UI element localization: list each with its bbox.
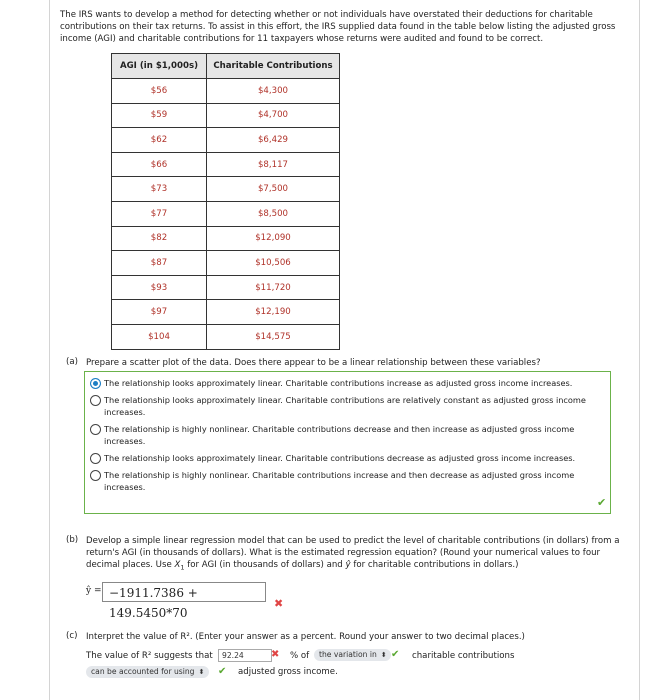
variation-dropdown-value: the variation in (319, 650, 377, 659)
contrib-cell: $4,300 (207, 79, 340, 104)
option-1[interactable] (90, 377, 605, 389)
col-header-contrib: Charitable Contributions (207, 54, 340, 79)
after-dropdown-2-text: adjusted gross income. (238, 667, 338, 677)
agi-cell: $62 (112, 128, 207, 153)
accounted-dropdown-value: can be accounted for using (91, 667, 195, 676)
contrib-cell: $8,117 (207, 152, 340, 177)
agi-cell: $73 (112, 177, 207, 202)
part-a-label: (a) (66, 357, 78, 367)
pct-of-text: % of (290, 651, 310, 661)
agi-cell: $82 (112, 226, 207, 251)
part-c-question: Interpret the value of R². (Enter your answer as a percent. Round your answer to two decimal places.) (86, 632, 525, 642)
table-row (112, 275, 340, 300)
r2-value-input[interactable]: 92.24 (218, 649, 272, 662)
option-4[interactable] (90, 452, 605, 464)
contrib-cell: $12,190 (207, 300, 340, 325)
contrib-cell: $12,090 (207, 226, 340, 251)
agi-cell: $97 (112, 300, 207, 325)
correct-check-icon: ✔ (391, 649, 400, 660)
table-row (112, 324, 340, 349)
option-2[interactable] (90, 394, 605, 418)
contrib-cell: $8,500 (207, 201, 340, 226)
contrib-cell: $10,506 (207, 251, 340, 276)
part-b-question-3: for charitable contributions in dollars.) (350, 560, 519, 570)
equation-input[interactable]: −1911.7386 + 149.5450*70 (102, 582, 266, 602)
incorrect-x-icon: ✖ (271, 649, 280, 660)
agi-cell: $77 (112, 201, 207, 226)
table-row (112, 201, 340, 226)
contrib-cell: $7,500 (207, 177, 340, 202)
part-c-label: (c) (66, 631, 78, 641)
agi-cell: $59 (112, 103, 207, 128)
yhat-symbol: ŷ (345, 560, 351, 570)
dropdown-arrow-icon: ⬍ (380, 651, 387, 659)
contrib-cell: $14,575 (207, 324, 340, 349)
incorrect-x-icon: ✖ (274, 597, 284, 610)
r2-prefix: The value of R² suggests that (86, 651, 213, 661)
table-row (112, 79, 340, 104)
table-row (112, 226, 340, 251)
option-5-text: The relationship is highly nonlinear. Charitable contributions increase and then decrease as adjusted gross income increases. (104, 470, 575, 492)
part-b-question-1: Develop a simple linear regression model that can be used to predict the level of charitable contributions (in dollars) from a return's AGI (in thousands of dollars). What is the estimated regression equation? (Round your numerical values to four decimal places. Use (86, 536, 620, 570)
intro-text: The IRS wants to develop a method for detecting whether or not individuals have overstated their deductions for charitable contributions on their tax returns. To assist in this effort, the IRS supplied data found in the table below listing the adjusted gross income (AGI) and charitable contributions for 11 taxpayers whose returns were audited and found to be correct. (60, 10, 616, 44)
table-row (112, 128, 340, 153)
radio-selected[interactable] (90, 378, 101, 389)
yhat-label: ŷ = (86, 586, 102, 596)
option-3-text: The relationship is highly nonlinear. Charitable contributions decrease and then increase as adjusted gross income increases. (104, 424, 575, 446)
radio[interactable] (90, 470, 101, 481)
x1-subscript: 1 (180, 563, 185, 572)
agi-cell: $87 (112, 251, 207, 276)
contrib-cell: $4,700 (207, 103, 340, 128)
table-row (112, 300, 340, 325)
contrib-cell: $6,429 (207, 128, 340, 153)
data-table (111, 53, 340, 350)
part-a-question: Prepare a scatter plot of the data. Does there appear to be a linear relationship between these variables? (86, 358, 541, 368)
agi-cell: $93 (112, 275, 207, 300)
x1-symbol: X (174, 560, 181, 570)
table-row (112, 152, 340, 177)
contrib-cell: $11,720 (207, 275, 340, 300)
option-3[interactable] (90, 423, 605, 447)
radio[interactable] (90, 424, 101, 435)
after-dropdown-1-text: charitable contributions (412, 651, 515, 661)
dropdown-arrow-icon: ⬍ (198, 668, 205, 676)
part-b-label: (b) (66, 535, 79, 545)
part-a-options (84, 371, 611, 514)
agi-cell: $104 (112, 324, 207, 349)
table-row (112, 177, 340, 202)
option-4-text: The relationship looks approximately linear. Charitable contributions decrease as adjusted gross income increases. (104, 453, 576, 463)
col-header-agi: AGI (in $1,000s) (112, 54, 207, 79)
correct-check-icon: ✔ (597, 496, 607, 509)
part-b-question (86, 535, 626, 574)
table-row (112, 103, 340, 128)
option-2-text: The relationship looks approximately linear. Charitable contributions are relatively constant as adjusted gross income increases. (104, 395, 586, 417)
table-row (112, 251, 340, 276)
option-5[interactable] (90, 469, 605, 493)
radio[interactable] (90, 395, 101, 406)
agi-cell: $56 (112, 79, 207, 104)
accounted-dropdown[interactable] (86, 666, 209, 678)
agi-cell: $66 (112, 152, 207, 177)
option-1-text: The relationship looks approximately linear. Charitable contributions increase as adjusted gross income increases. (104, 378, 573, 388)
part-b-question-2: for AGI (in thousands of dollars) and (184, 560, 346, 570)
variation-dropdown[interactable] (314, 649, 391, 661)
radio[interactable] (90, 453, 101, 464)
correct-check-icon: ✔ (218, 666, 227, 677)
